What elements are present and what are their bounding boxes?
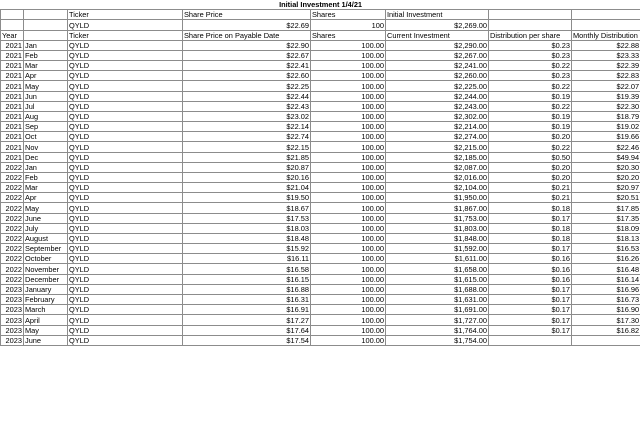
cell[interactable] <box>24 20 68 30</box>
cell-share-price[interactable]: $17.53 <box>183 213 311 223</box>
cell-shares[interactable]: 100.00 <box>311 101 386 111</box>
cell[interactable] <box>24 10 68 20</box>
table-row <box>1 61 640 71</box>
cell-monthly-distribution[interactable]: $19.02 <box>572 122 640 132</box>
cell-year[interactable]: 2023 <box>1 335 24 345</box>
cell-initial-ticker[interactable]: QYLD <box>68 20 183 30</box>
cell-shares[interactable]: 100.00 <box>311 203 386 213</box>
cell-initial-share-price[interactable]: $22.69 <box>183 20 311 30</box>
table-row <box>1 223 640 233</box>
cell-share-price[interactable]: $17.64 <box>183 325 311 335</box>
table-row <box>1 152 640 162</box>
cell-current-investment[interactable]: $2,243.00 <box>386 101 489 111</box>
cell-share-price[interactable]: $18.67 <box>183 203 311 213</box>
cell-shares[interactable]: 100.00 <box>311 71 386 81</box>
cell-share-price[interactable]: $16.58 <box>183 264 311 274</box>
cell[interactable] <box>572 10 640 20</box>
cell-current-investment[interactable]: $1,764.00 <box>386 325 489 335</box>
cell-share-price[interactable]: $22.60 <box>183 71 311 81</box>
cell-monthly-distribution[interactable]: $16.90 <box>572 305 640 315</box>
cell-monthly-distribution[interactable]: $22.46 <box>572 142 640 152</box>
cell-distribution-per-share[interactable]: $0.17 <box>489 305 572 315</box>
cell-year[interactable]: 2022 <box>1 244 24 254</box>
cell[interactable] <box>1 10 24 20</box>
cell-shares[interactable]: 100.00 <box>311 152 386 162</box>
cell-month[interactable]: Feb <box>24 50 68 60</box>
cell-year[interactable]: 2021 <box>1 122 24 132</box>
table-row <box>1 40 640 50</box>
table-row <box>1 203 640 213</box>
cell-shares[interactable]: 100.00 <box>311 264 386 274</box>
cell-share-price[interactable]: $22.25 <box>183 81 311 91</box>
cell-distribution-per-share[interactable]: $0.17 <box>489 325 572 335</box>
cell-current-investment[interactable]: $1,611.00 <box>386 254 489 264</box>
cell-share-price-label[interactable]: Share Price <box>183 10 311 20</box>
cell-distribution-per-share[interactable]: $0.23 <box>489 40 572 50</box>
cell-ticker[interactable]: QYLD <box>68 91 183 101</box>
cell-month[interactable]: Feb <box>24 172 68 182</box>
cell-share-price[interactable]: $22.67 <box>183 50 311 60</box>
table-row <box>1 335 640 345</box>
table-row <box>1 284 640 294</box>
table-row <box>1 183 640 193</box>
table-row <box>1 254 640 264</box>
cell-share-price[interactable]: $22.43 <box>183 101 311 111</box>
cell-ticker[interactable]: QYLD <box>68 213 183 223</box>
cell-monthly-distribution[interactable]: $17.30 <box>572 315 640 325</box>
cell-share-price[interactable]: $22.14 <box>183 122 311 132</box>
cell-distribution-per-share[interactable]: $0.19 <box>489 111 572 121</box>
cell-ticker[interactable]: QYLD <box>68 305 183 315</box>
cell[interactable] <box>489 20 572 30</box>
cell-current-investment[interactable]: $1,950.00 <box>386 193 489 203</box>
cell-share-price[interactable]: $22.41 <box>183 61 311 71</box>
cell-initial-shares[interactable]: 100 <box>311 20 386 30</box>
cell-shares[interactable]: 100.00 <box>311 50 386 60</box>
cell-year[interactable]: 2022 <box>1 223 24 233</box>
cell-month[interactable]: June <box>24 335 68 345</box>
cell-monthly-distribution[interactable]: $16.53 <box>572 244 640 254</box>
cell-monthly-distribution[interactable]: $49.94 <box>572 152 640 162</box>
cell-ticker-label[interactable]: Ticker <box>68 10 183 20</box>
cell-month[interactable]: August <box>24 233 68 243</box>
cell-ticker[interactable]: QYLD <box>68 274 183 284</box>
cell-share-price[interactable]: $16.11 <box>183 254 311 264</box>
cell-distribution-per-share[interactable]: $0.17 <box>489 213 572 223</box>
cell-year[interactable]: 2022 <box>1 162 24 172</box>
cell-shares[interactable]: 100.00 <box>311 132 386 142</box>
cell-distribution-per-share[interactable]: $0.20 <box>489 162 572 172</box>
cell-monthly-distribution[interactable]: $16.82 <box>572 325 640 335</box>
table-row <box>1 172 640 182</box>
cell-shares[interactable]: 100.00 <box>311 162 386 172</box>
cell-monthly-distribution[interactable]: $22.39 <box>572 61 640 71</box>
header-year[interactable]: Year <box>1 30 24 40</box>
cell-monthly-distribution[interactable]: $22.07 <box>572 81 640 91</box>
cell-current-investment[interactable]: $2,215.00 <box>386 142 489 152</box>
cell-year[interactable]: 2021 <box>1 132 24 142</box>
cell-distribution-per-share[interactable]: $0.16 <box>489 274 572 284</box>
table-row <box>1 111 640 121</box>
cell-distribution-per-share[interactable]: $0.17 <box>489 294 572 304</box>
cell-monthly-distribution[interactable]: $16.73 <box>572 294 640 304</box>
table-row <box>1 132 640 142</box>
cell-ticker[interactable]: QYLD <box>68 122 183 132</box>
cell-monthly-distribution[interactable]: $22.30 <box>572 101 640 111</box>
cell-current-investment[interactable]: $1,592.00 <box>386 244 489 254</box>
cell-ticker[interactable]: QYLD <box>68 111 183 121</box>
header-month[interactable] <box>24 30 68 40</box>
cell-monthly-distribution[interactable]: $20.20 <box>572 172 640 182</box>
cell-share-price[interactable]: $19.50 <box>183 193 311 203</box>
cell-share-price[interactable]: $22.15 <box>183 142 311 152</box>
cell-month[interactable]: Nov <box>24 142 68 152</box>
table-row <box>1 193 640 203</box>
cell-monthly-distribution[interactable]: $20.97 <box>572 183 640 193</box>
cell-current-investment[interactable]: $1,867.00 <box>386 203 489 213</box>
cell-month[interactable]: April <box>24 315 68 325</box>
cell-year[interactable]: 2021 <box>1 81 24 91</box>
cell-month[interactable]: Oct <box>24 132 68 142</box>
cell-monthly-distribution[interactable]: $20.51 <box>572 193 640 203</box>
cell-year[interactable]: 2023 <box>1 284 24 294</box>
cell-distribution-per-share[interactable]: $0.17 <box>489 284 572 294</box>
cell-ticker[interactable]: QYLD <box>68 254 183 264</box>
cell-shares[interactable]: 100.00 <box>311 244 386 254</box>
cell-share-price[interactable]: $22.74 <box>183 132 311 142</box>
table-row <box>1 294 640 304</box>
cell-ticker[interactable]: QYLD <box>68 152 183 162</box>
cell-share-price[interactable]: $22.90 <box>183 40 311 50</box>
cell-shares[interactable]: 100.00 <box>311 193 386 203</box>
cell-shares[interactable]: 100.00 <box>311 91 386 101</box>
cell-share-price[interactable]: $15.92 <box>183 244 311 254</box>
cell-ticker[interactable]: QYLD <box>68 193 183 203</box>
cell-month[interactable]: May <box>24 81 68 91</box>
cell-ticker[interactable]: QYLD <box>68 315 183 325</box>
cell-share-price[interactable]: $17.54 <box>183 335 311 345</box>
cell-share-price[interactable]: $22.44 <box>183 91 311 101</box>
header-ticker[interactable]: Ticker <box>68 30 183 40</box>
cell-share-price[interactable]: $16.91 <box>183 305 311 315</box>
cell-monthly-distribution[interactable]: $23.33 <box>572 50 640 60</box>
cell-month[interactable]: Dec <box>24 152 68 162</box>
cell-ticker[interactable]: QYLD <box>68 233 183 243</box>
cell-year[interactable]: 2021 <box>1 142 24 152</box>
cell-monthly-distribution[interactable]: $18.09 <box>572 223 640 233</box>
cell-shares[interactable]: 100.00 <box>311 223 386 233</box>
cell-month[interactable]: January <box>24 284 68 294</box>
cell-month[interactable]: Jan <box>24 40 68 50</box>
cell-year[interactable]: 2022 <box>1 213 24 223</box>
cell-month[interactable]: Mar <box>24 183 68 193</box>
cell-month[interactable]: Jun <box>24 91 68 101</box>
table-row <box>1 122 640 132</box>
cell-ticker[interactable]: QYLD <box>68 284 183 294</box>
cell-current-investment[interactable]: $1,691.00 <box>386 305 489 315</box>
cell-current-investment[interactable]: $1,631.00 <box>386 294 489 304</box>
cell-distribution-per-share[interactable]: $0.17 <box>489 244 572 254</box>
cell-year[interactable]: 2021 <box>1 152 24 162</box>
cell-current-investment[interactable]: $2,260.00 <box>386 71 489 81</box>
cell-month[interactable]: February <box>24 294 68 304</box>
cell-ticker[interactable]: QYLD <box>68 71 183 81</box>
cell-month[interactable]: Sep <box>24 122 68 132</box>
header-monthly-distribution[interactable]: Monthly Distribution <box>572 30 640 40</box>
column-header-row <box>1 30 640 40</box>
cell-ticker[interactable]: QYLD <box>68 132 183 142</box>
cell-distribution-per-share[interactable]: $0.18 <box>489 203 572 213</box>
cell[interactable] <box>489 10 572 20</box>
cell-current-investment[interactable]: $2,274.00 <box>386 132 489 142</box>
cell-year[interactable]: 2022 <box>1 264 24 274</box>
cell-distribution-per-share[interactable]: $0.19 <box>489 91 572 101</box>
cell-year[interactable]: 2022 <box>1 233 24 243</box>
cell-share-price[interactable]: $20.87 <box>183 162 311 172</box>
table-row <box>1 315 640 325</box>
table-row <box>1 71 640 81</box>
table-row <box>1 50 640 60</box>
cell-ticker[interactable]: QYLD <box>68 61 183 71</box>
sheet-title[interactable]: Initial Investment 1/4/21 <box>279 0 363 10</box>
cell-year[interactable]: 2023 <box>1 315 24 325</box>
cell-shares[interactable]: 100.00 <box>311 81 386 91</box>
cell-current-investment[interactable]: $1,753.00 <box>386 213 489 223</box>
cell[interactable] <box>572 20 640 30</box>
cell-year[interactable]: 2021 <box>1 61 24 71</box>
cell-shares[interactable]: 100.00 <box>311 305 386 315</box>
cell-shares[interactable]: 100.00 <box>311 274 386 284</box>
cell-monthly-distribution[interactable]: $18.13 <box>572 233 640 243</box>
cell-monthly-distribution[interactable]: $19.39 <box>572 91 640 101</box>
cell-current-investment[interactable]: $2,104.00 <box>386 183 489 193</box>
cell-month[interactable]: May <box>24 203 68 213</box>
table-row <box>1 101 640 111</box>
cell-shares[interactable]: 100.00 <box>311 325 386 335</box>
cell-ticker[interactable]: QYLD <box>68 162 183 172</box>
cell-distribution-per-share[interactable]: $0.17 <box>489 315 572 325</box>
cell-year[interactable]: 2023 <box>1 305 24 315</box>
cell-monthly-distribution[interactable]: $19.66 <box>572 132 640 142</box>
cell-distribution-per-share[interactable]: $0.23 <box>489 50 572 60</box>
cell-initial-investment[interactable]: $2,269.00 <box>386 20 489 30</box>
cell-current-investment[interactable]: $1,658.00 <box>386 264 489 274</box>
cell-year[interactable]: 2022 <box>1 254 24 264</box>
cell-shares[interactable]: 100.00 <box>311 122 386 132</box>
cell-monthly-distribution[interactable]: $16.14 <box>572 274 640 284</box>
cell-share-price[interactable]: $18.03 <box>183 223 311 233</box>
cell-monthly-distribution[interactable]: $22.83 <box>572 71 640 81</box>
cell-distribution-per-share[interactable]: $0.23 <box>489 71 572 81</box>
cell-monthly-distribution[interactable]: $20.30 <box>572 162 640 172</box>
cell-year[interactable]: 2022 <box>1 274 24 284</box>
cell-shares[interactable]: 100.00 <box>311 294 386 304</box>
cell-shares[interactable]: 100.00 <box>311 172 386 182</box>
cell-shares[interactable]: 100.00 <box>311 213 386 223</box>
table-row <box>1 142 640 152</box>
cell-ticker[interactable]: QYLD <box>68 244 183 254</box>
cell-ticker[interactable]: QYLD <box>68 81 183 91</box>
cell-shares[interactable]: 100.00 <box>311 233 386 243</box>
cell-initial-investment-label[interactable]: Initial Investment <box>386 10 489 20</box>
cell-shares[interactable]: 100.00 <box>311 254 386 264</box>
table-row <box>1 162 640 172</box>
cell-month[interactable]: Jan <box>24 162 68 172</box>
table-row <box>1 81 640 91</box>
cell-distribution-per-share[interactable]: $0.16 <box>489 254 572 264</box>
cell-ticker[interactable]: QYLD <box>68 325 183 335</box>
cell-monthly-distribution[interactable]: $22.88 <box>572 40 640 50</box>
cell-shares[interactable]: 100.00 <box>311 61 386 71</box>
cell-distribution-per-share[interactable]: $0.22 <box>489 142 572 152</box>
cell-shares[interactable]: 100.00 <box>311 183 386 193</box>
cell-monthly-distribution[interactable]: $17.85 <box>572 203 640 213</box>
cell-current-investment[interactable]: $2,214.00 <box>386 122 489 132</box>
cell-month[interactable]: June <box>24 213 68 223</box>
cell-year[interactable]: 2021 <box>1 91 24 101</box>
cell-shares-label[interactable]: Shares <box>311 10 386 20</box>
cell-share-price[interactable]: $17.27 <box>183 315 311 325</box>
table-row <box>1 325 640 335</box>
cell-current-investment[interactable]: $1,803.00 <box>386 223 489 233</box>
cell-shares[interactable]: 100.00 <box>311 335 386 345</box>
table-row <box>1 305 640 315</box>
cell-share-price[interactable]: $16.15 <box>183 274 311 284</box>
cell-share-price[interactable]: $21.04 <box>183 183 311 193</box>
cell-distribution-per-share[interactable]: $0.22 <box>489 101 572 111</box>
cell-current-investment[interactable]: $2,241.00 <box>386 61 489 71</box>
cell-distribution-per-share[interactable] <box>489 335 572 345</box>
cell-ticker[interactable]: QYLD <box>68 183 183 193</box>
table-row <box>1 91 640 101</box>
cell-current-investment[interactable]: $2,087.00 <box>386 162 489 172</box>
cell-monthly-distribution[interactable]: $16.26 <box>572 254 640 264</box>
cell-distribution-per-share[interactable]: $0.50 <box>489 152 572 162</box>
header-distribution-per-share[interactable]: Distribution per share <box>489 30 572 40</box>
cell-month[interactable]: Jul <box>24 101 68 111</box>
cell-share-price[interactable]: $20.16 <box>183 172 311 182</box>
cell-month[interactable]: Apr <box>24 193 68 203</box>
cell-monthly-distribution[interactable] <box>572 335 640 345</box>
cell-month[interactable]: September <box>24 244 68 254</box>
cell-monthly-distribution[interactable]: $18.79 <box>572 111 640 121</box>
cell-ticker[interactable]: QYLD <box>68 101 183 111</box>
header-share-price[interactable]: Share Price on Payable Date <box>183 30 311 40</box>
cell-current-investment[interactable]: $1,848.00 <box>386 233 489 243</box>
cell-shares[interactable]: 100.00 <box>311 315 386 325</box>
cell-year[interactable]: 2023 <box>1 325 24 335</box>
cell-year[interactable]: 2022 <box>1 172 24 182</box>
cell-ticker[interactable]: QYLD <box>68 40 183 50</box>
cell-ticker[interactable]: QYLD <box>68 294 183 304</box>
cell-share-price[interactable]: $23.02 <box>183 111 311 121</box>
cell-distribution-per-share[interactable]: $0.21 <box>489 193 572 203</box>
cell-year[interactable]: 2022 <box>1 193 24 203</box>
cell-year[interactable]: 2021 <box>1 101 24 111</box>
header-current-investment[interactable]: Current Investment <box>386 30 489 40</box>
cell-year[interactable]: 2022 <box>1 183 24 193</box>
cell-shares[interactable]: 100.00 <box>311 40 386 50</box>
cell-ticker[interactable]: QYLD <box>68 50 183 60</box>
cell-year[interactable]: 2021 <box>1 111 24 121</box>
cell-month[interactable]: Apr <box>24 71 68 81</box>
cell-current-investment[interactable]: $2,244.00 <box>386 91 489 101</box>
cell-monthly-distribution[interactable]: $17.35 <box>572 213 640 223</box>
cell-current-investment[interactable]: $1,615.00 <box>386 274 489 284</box>
cell-distribution-per-share[interactable]: $0.19 <box>489 122 572 132</box>
cell-ticker[interactable]: QYLD <box>68 335 183 345</box>
cell-month[interactable]: December <box>24 274 68 284</box>
table-row <box>1 233 640 243</box>
cell-current-investment[interactable]: $2,267.00 <box>386 50 489 60</box>
cell-current-investment[interactable]: $2,225.00 <box>386 81 489 91</box>
cell-month[interactable]: October <box>24 254 68 264</box>
cell-current-investment[interactable]: $2,302.00 <box>386 111 489 121</box>
cell-month[interactable]: July <box>24 223 68 233</box>
cell-ticker[interactable]: QYLD <box>68 223 183 233</box>
cell-distribution-per-share[interactable]: $0.20 <box>489 172 572 182</box>
cell-ticker[interactable]: QYLD <box>68 264 183 274</box>
cell-monthly-distribution[interactable]: $16.96 <box>572 284 640 294</box>
cell-share-price[interactable]: $18.48 <box>183 233 311 243</box>
cell-year[interactable]: 2023 <box>1 294 24 304</box>
header-shares[interactable]: Shares <box>311 30 386 40</box>
cell-month[interactable]: November <box>24 264 68 274</box>
cell-ticker[interactable]: QYLD <box>68 172 183 182</box>
cell-month[interactable]: May <box>24 325 68 335</box>
initial-values-row <box>1 20 640 30</box>
cell-distribution-per-share[interactable]: $0.22 <box>489 81 572 91</box>
cell-year[interactable]: 2021 <box>1 50 24 60</box>
cell-distribution-per-share[interactable]: $0.22 <box>489 61 572 71</box>
cell-month[interactable]: March <box>24 305 68 315</box>
cell-shares[interactable]: 100.00 <box>311 284 386 294</box>
cell-distribution-per-share[interactable]: $0.20 <box>489 132 572 142</box>
cell-share-price[interactable]: $16.88 <box>183 284 311 294</box>
cell-shares[interactable]: 100.00 <box>311 142 386 152</box>
cell-current-investment[interactable]: $2,290.00 <box>386 40 489 50</box>
cell-share-price[interactable]: $21.85 <box>183 152 311 162</box>
title-row <box>1 0 640 10</box>
cell-year[interactable]: 2021 <box>1 40 24 50</box>
cell-current-investment[interactable]: $1,754.00 <box>386 335 489 345</box>
cell-distribution-per-share[interactable]: $0.16 <box>489 264 572 274</box>
cell-ticker[interactable]: QYLD <box>68 142 183 152</box>
cell-current-investment[interactable]: $1,727.00 <box>386 315 489 325</box>
cell-distribution-per-share[interactable]: $0.18 <box>489 233 572 243</box>
cell-ticker[interactable]: QYLD <box>68 203 183 213</box>
table-row <box>1 274 640 284</box>
cell[interactable] <box>1 20 24 30</box>
table-row <box>1 264 640 274</box>
cell-year[interactable]: 2022 <box>1 203 24 213</box>
cell-monthly-distribution[interactable]: $16.48 <box>572 264 640 274</box>
cell-share-price[interactable]: $16.31 <box>183 294 311 304</box>
cell-shares[interactable]: 100.00 <box>311 111 386 121</box>
table-row <box>1 213 640 223</box>
cell-year[interactable]: 2021 <box>1 71 24 81</box>
cell-current-investment[interactable]: $2,185.00 <box>386 152 489 162</box>
cell-current-investment[interactable]: $2,016.00 <box>386 172 489 182</box>
cell-current-investment[interactable]: $1,688.00 <box>386 284 489 294</box>
cell-month[interactable]: Mar <box>24 61 68 71</box>
table-row <box>1 244 640 254</box>
cell-distribution-per-share[interactable]: $0.21 <box>489 183 572 193</box>
initial-header-row <box>1 10 640 20</box>
cell-distribution-per-share[interactable]: $0.18 <box>489 223 572 233</box>
cell-month[interactable]: Aug <box>24 111 68 121</box>
